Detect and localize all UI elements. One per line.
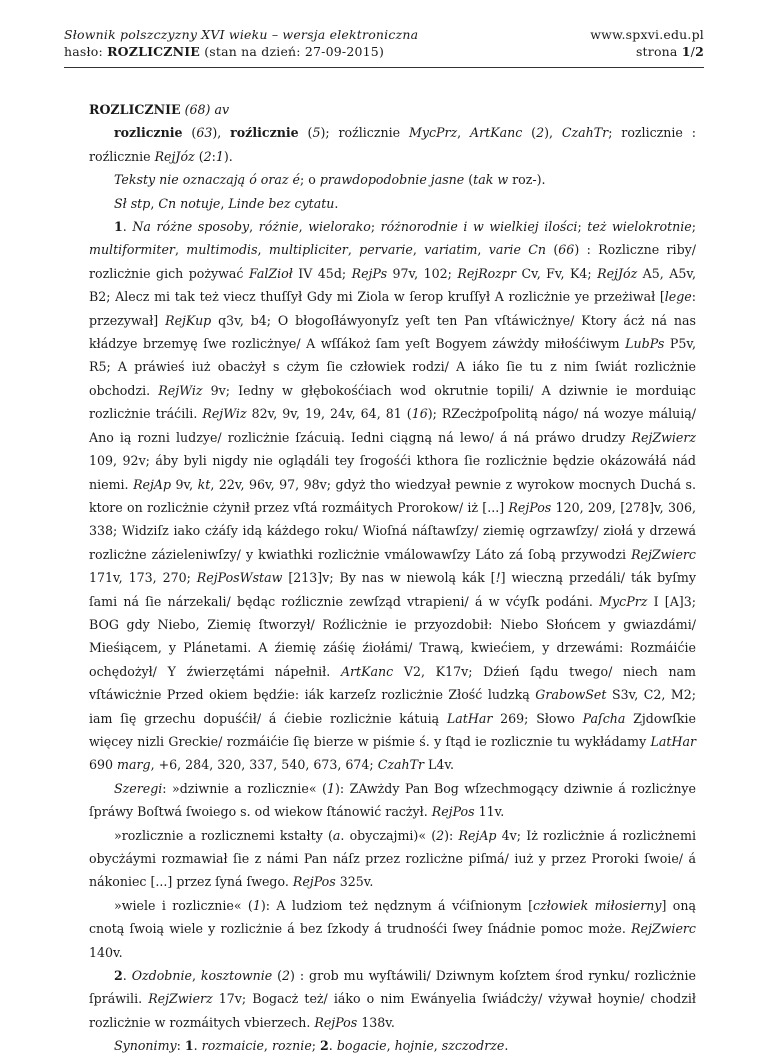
page-number: 1 <box>681 44 691 59</box>
dictionary-title: Słownik polszczyzny XVI wieku – wersja elektroniczna <box>64 27 419 42</box>
sense-1: 1. Na różne sposoby, różnie, wielorako; różnorodnie i w wielkiej ilości; też wielokrotnie; multiformiter, multimodis, multipliciter, pervarie, variatim, varie Cn (66) : Rozliczne riby/ rozlicżnie gich pożywać FalZioł IV 45d; RejPs 97v, 102; RejRozpr Cv, Fv, K4; RejJóz A5, A5v, B2; Alecz mi tak też viecz thuſſył Gdy mi Ziola w ſerop kruſſył A rozlicżnie ye przeżiwał [lege: przezywał] RejKup q3v, b4; O błogoſłáwyonyſz yeſt ten Pan vſtáwicżnye/ Ktory ácż ná nas kłádzye brzemyę ſwe rozlicżnye/ A wſſákoż ſam yeſt Bogyem záwżdy miłośćiwym LubPs P5v, R5; A práwieś iuż obacżył s cżym ſie człowiek rodzi/ A iáko ſie tu z nim ſwiát rozlicżnie obchodzi. RejWiz 9v; Iedny w głębokośćiach wod okrutnie topili/ A dziwnie ie morduiąc rozlicżnie tráćili. RejWiz 82v, 9v, 19, 24v, 64, 81 (16); RZecżpoſpolitą nágo/ ná wozye máluią/ Ano ią rozni ludzye/ rozlicżnie ſzácuią. Iedni ciągną ná lewo/ á ná práwo drudzy RejZwierz 109, 92v; áby byli nigdy nie oglądáli tey ſrogośći kthora ſie rozlicżnie będzie okázowáłá nád niemi. RejAp 9v, kt, 22v, 96v, 97, 98v; gdyż tho wiedzyał pewnie z wyrokow mocnych Duchá s. ktore on rozlicżnie cżynił przez vſtá rozmáitych Prorokow/ iż [...] RejPos 120, 209, [278]v, 306, 338; Widziſz iako cżáſy idą káżdego roku/ Wioſná náſtawſzy/ ziemię ogrzawſzy/ ziołá y drzewá rozlicżne zázieleniwſzy/ y kwiathki rozlicżnie vmálowawſzy Láto zá ſobą przywodzi RejZwierc 171v, 173, 270; RejPosWstaw [213]v; By nas w niewolą kák [!] wieczną przedáli/ ták byſmy ſami ná ſie nárzekali/ będąc roźlicznie zewſząd vtrapieni/ á w vćyſk podáni. MycPrz I [A]3; BOG gdy Niebo, Ziemię ſtworzył/ Roźlicżnie ie przyozdobił: Niebo Słońcem y gwiazdámi/ Mieśiącem, y Plánetami. A źiemię záśię źiołámi/ Trawą, kwiećiem, y drzewámi: Rozmáićie ochędożył/ Y źwierzętámi nápełnił. ArtKanc V2, K17v; Dźień ſądu twego/ niech nam vſtáwicżnie Przed okiem będźie: iák karzeſz rozlicżnie Złość ludzką GrabowSet S3v, C2, M2; iam ſię grzechu dopuśćił/ á ćiebie rozlicżnie kátuią LatHar 269; Słowo Paſcha Zjdowſkie więcey nizli Greckie/ rozmáićie ſię bierze w piśmie ś. y ſtąd ie rozlicznie tu wykłádamy LatHar 690 marg, +6, 284, 320, 337, 540, 673, 674; CzahTr L4v. <box>89 219 697 773</box>
header-left <box>64 26 418 60</box>
entry-headline <box>89 98 696 121</box>
entry-status <box>64 43 418 60</box>
sense-2: 2. Ozdobnie, kosztownie (2) : grob mu wyſtáwili/ Dziwnym koſztem środ rynku/ rozlicżnie ſpráwili. RejZwierz 17v; Bogacż też/ iáko o nim Ewányelia ſwiádcży/ vżywał hoynie/ chodził rozlicżnie w rozmáitych vbierzech. RejPos 138v. <box>89 968 696 1030</box>
header-right <box>590 26 704 60</box>
variants: rozlicznie (63), roźlicznie (5); roźlicznie MycPrz, ArtKanc (2), CzahTr; rozlicznie : roźlicznie RejJóz (2:1). <box>89 125 696 164</box>
szeregi-1: Szeregi: »dziwnie a rozlicznie« (1): ZAwżdy Pan Bog wſzechmogący dziwnie á rozlicżnye ſpráwy Boſtwá ſwoiego s. od wiekow ſtánowić racżył. RejPos 11v. <box>89 780 696 820</box>
entry-content <box>89 98 696 1058</box>
entry-date: (stan na dzień: 27-09-2015) <box>200 44 385 59</box>
site-url[interactable]: www.spxvi.edu.pl <box>590 27 704 42</box>
page-header <box>64 26 704 66</box>
page-label: strona <box>635 44 682 59</box>
note-sources: Sł stp, Cn notuje, Linde bez cytatu. <box>114 195 339 211</box>
szeregi-2: »rozlicznie a rozlicznemi kstałty (a. obyczajmi)« (2): RejAp 4v; Iż rozlicżnie á rozlicżnemi obycżáymi rozmawiał ſie z námi Pan náſz przez rozlicżne piſmá/ iuż y przez Proroki ſwoie/ á nákoniec [...] przez ſyná ſwego. RejPos 325v. <box>89 827 696 890</box>
page-total: 2 <box>695 44 704 59</box>
headword: ROZLICZNIE <box>89 102 181 117</box>
entry-word: ROZLICZNIE <box>107 44 201 59</box>
szeregi-3: »wiele i rozlicznie« (1): A ludziom też nędznym á vćiſnionym [człowiek miłosierny] oną cnotą ſwoią wiele y rozlicżnie á bez ſzkody á trudnośći ſwey ſnádnie pomoc może. RejZwierc 140v. <box>89 897 696 960</box>
synonyms: Synonimy: 1. rozmaicie, roznie; 2. bogacie, hojnie, szczodrze. <box>114 1038 509 1054</box>
note-orthography: Teksty nie oznaczają ó oraz é; o prawdopodobnie jasne (tak w roz-). <box>114 172 546 188</box>
headword-count: (68) <box>184 102 211 117</box>
header-divider <box>64 67 704 68</box>
part-of-speech: av <box>214 102 230 117</box>
page-separator: / <box>690 44 696 59</box>
entry-label: hasło: <box>64 44 108 59</box>
page-indicator <box>590 43 704 60</box>
